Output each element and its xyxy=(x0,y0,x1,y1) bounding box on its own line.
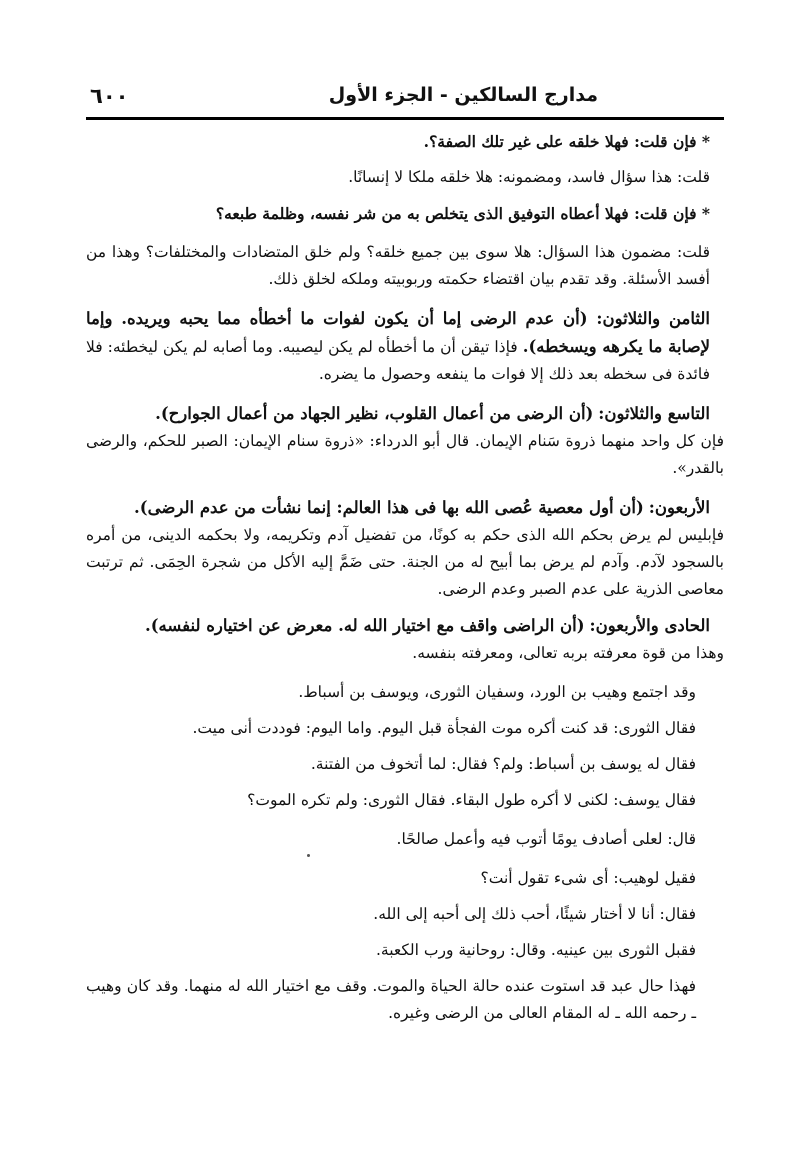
dialogue-line-1: وقد اجتمع وهيب بن الورد، وسفيان الثورى، ويوسف بن أسباط. xyxy=(298,683,696,701)
section-40-heading: (أن أول معصية عُصى الله بها فى هذا العالم: إنما نشأت من عدم الرضى). xyxy=(134,498,644,517)
section-38 xyxy=(86,305,724,388)
dialogue-line-3: فقال له يوسف بن أسباط: ولم؟ فقال: لما أتخوف من الفتنة. xyxy=(310,755,696,773)
section-39-heading: (أن الرضى من أعمال القلوب، نظير الجهاد من أعمال الجوارح). xyxy=(155,404,594,423)
section-38-body: فإذا تيقن أن ما أخطأه لم يكن ليصيبه. وما أصابه لم يكن ليخطئه: فلا فائدة فى سخطه بعد ذلك إلا فوات ما ينفعه وحصول ما يضره. xyxy=(86,338,710,383)
dialogue-line-4: فقال يوسف: لكنى لا أكره طول البقاء. فقال الثورى: ولم تكره الموت؟ xyxy=(247,791,696,809)
dialogue-line-2: فقال الثورى: قد كنت أكره موت الفجأة قبل اليوم. واما اليوم: فوددت أنى ميت. xyxy=(192,719,696,737)
page-header xyxy=(86,80,716,112)
section-39 xyxy=(86,400,724,428)
section-39-body: فإن كل واحد منهما ذروة سَنام الإيمان. قال أبو الدرداء: «ذروة سنام الإيمان: الصبر للحكم، والرضى بالقدر». xyxy=(86,432,724,477)
print-speck xyxy=(307,854,310,857)
section-41-heading: (أن الراضى واقف مع اختيار الله له. معرض عن اختياره لنفسه). xyxy=(145,616,585,635)
answer-2: قلت: مضمون هذا السؤال: هلا سوى بين جميع خلقه؟ ولم خلق المتضادات والمختلفات؟ وهذا من أفسد الأسئلة. وقد تقدم بيان اقتضاء حكمته وربوبيته وملكه لخلق ذلك. xyxy=(86,243,710,288)
header-divider xyxy=(86,117,724,120)
dialogue-line-5: قال: لعلى أصادف يومًا أتوب فيه وأعمل صالحًا. xyxy=(396,830,696,848)
dialogue-line-8: فقبل الثورى بين عينيه. وقال: روحانية ورب الكعبة. xyxy=(375,941,696,959)
section-41-body: وهذا من قوة معرفته بربه تعالى، ومعرفته بنفسه. xyxy=(412,644,724,662)
section-40 xyxy=(86,494,724,522)
question-1: * فإن قلت: فهلا خلقه على غير تلك الصفة؟. xyxy=(423,132,710,151)
dialogue-line-7: فقال: أنا لا أختار شيئًا، أحب ذلك إلى أحبه إلى الله. xyxy=(373,905,696,923)
answer-1: قلت: هذا سؤال فاسد، ومضمونه: هلا خلقه ملكا لا إنسانًا. xyxy=(348,168,710,186)
section-40-label: الأربعون: xyxy=(648,498,710,517)
running-title: مدارج السالكين - الجزء الأول xyxy=(328,84,598,106)
question-2: * فإن قلت: فهلا أعطاه التوفيق الذى يتخلص به من شر نفسه، وظلمة طبعه؟ xyxy=(215,204,710,223)
closing-paragraph: فهذا حال عبد قد استوت عنده حالة الحياة والموت. وقف مع اختيار الله له منهما. وقد كان وهيب ـ رحمه الله ـ له المقام العالى من الرضى وغيره. xyxy=(86,977,696,1022)
page-body xyxy=(86,124,724,1027)
section-40-body: فإبليس لم يرض بحكم الله الذى حكم به كونًا، من تفضيل آدم وتكريمه، ولا بحكمه الدينى، من أمره بالسجود لآدم. وآدم لم يرض بما أبيح له من الجنة. حتى ضَمَّ إليه الأكل من شجرة الحِمَى. ثم ترتبت معاصى الذرية على عدم الصبر وعدم الرضى. xyxy=(86,526,724,598)
page-number: ٦٠٠ xyxy=(90,84,129,108)
section-38-heading: الثامن والثلاثون: (أن عدم الرضى إما أن يكون لفوات ما أخطأه مما يحبه ويريده. وإما لإصابة ما يكرهه ويسخطه). xyxy=(86,309,710,356)
dialogue-line-6: فقيل لوهيب: أى شىء تقول أنت؟ xyxy=(480,869,696,887)
section-41 xyxy=(86,612,724,640)
section-39-label: التاسع والثلاثون: xyxy=(598,404,710,423)
section-41-label: الحادى والأربعون: xyxy=(589,616,710,635)
